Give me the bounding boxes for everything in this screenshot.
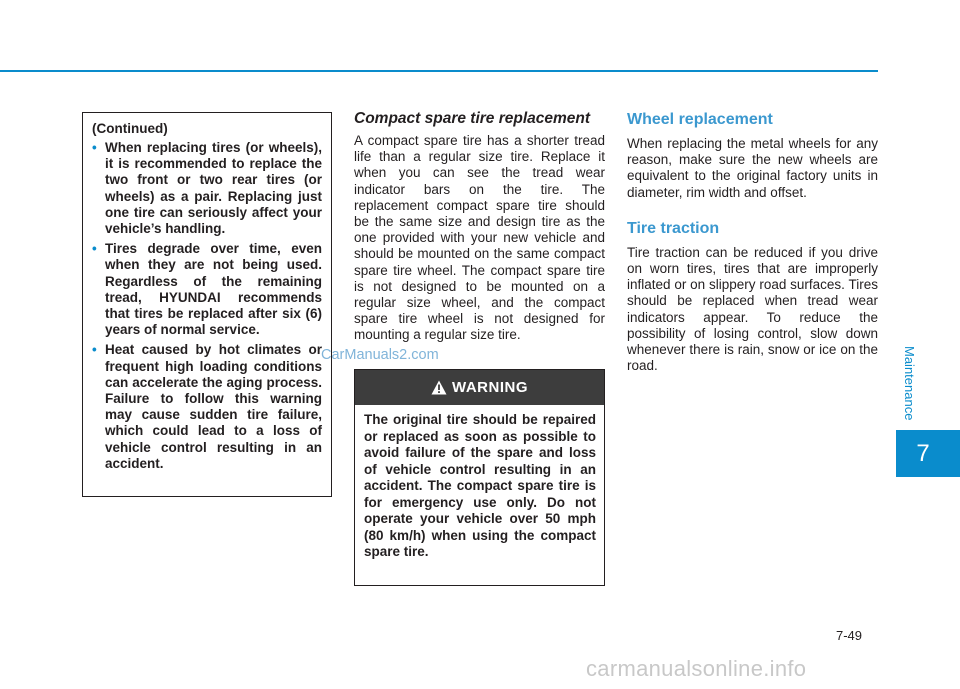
- tire-traction-title: Tire traction: [627, 219, 720, 237]
- wheel-replacement-title: Wheel replacement: [627, 111, 773, 128]
- wheel-replacement-body: When replacing the metal wheels for any reason, make sure the new wheels are equivalent to the original factory units in diameter, rim width and offset.: [627, 136, 878, 200]
- header-rule: [0, 70, 878, 72]
- warning-triangle-icon: [431, 380, 447, 395]
- bullet-icon: •: [92, 241, 97, 257]
- continued-header: (Continued): [92, 121, 168, 136]
- warning-header: [355, 370, 604, 405]
- caution-bullet-text: Tires degrade over time, even when they are not being used. Regardless of the remaining tread, HYUNDAI recommends that tires be replaced after six (6) years of normal service.: [105, 241, 322, 338]
- watermark-middle: CarManuals2.com: [321, 347, 439, 363]
- chapter-number-tab: 7: [896, 430, 960, 477]
- warning-box: [354, 369, 605, 586]
- warning-text: The original tire should be repaired or replaced as soon as possible to avoid failure of the spare and loss of vehicle control resulting in an accident. The compact spare tire is for emergency use only. Do not operate your vehicle over 50 mph (80 km/h) when using the compact spare tire.: [364, 412, 596, 559]
- watermark-footer: carmanualsonline.info: [586, 656, 807, 681]
- caution-bullet-item: [92, 140, 322, 237]
- right-column: [627, 110, 878, 374]
- caution-bullet-item: [92, 241, 322, 338]
- continued-caution-box: [82, 112, 332, 497]
- caution-bullet-item: [92, 342, 322, 472]
- compact-spare-body: A compact spare tire has a shorter tread life than a regular size tire. Replace it when you can see the tread wear indicator bars on the tire. The replacement compact spare tire should be the same size and design tire as the one provided with your new vehicle and should be mounted on the same compact spare tire wheel. The compact spare tire is not designed to be mounted on a regular size wheel, and the compact spare tire wheel is not designed for mounting a regular size tire.: [354, 133, 605, 343]
- compact-spare-title: Compact spare tire replacement: [354, 110, 591, 127]
- chapter-side-label: Maintenance: [902, 345, 917, 421]
- caution-bullet-text: When replacing tires (or wheels), it is recommended to replace the two front or two rear tires (or wheels) as a pair. Replacing just one tire can seriously affect your vehicle’s handling.: [105, 140, 322, 237]
- caution-bullet-text: Heat caused by hot climates or frequent high loading conditions can accelerate the aging process. Failure to follow this warning may cause sudden tire failure, which could lead to a loss of vehicle control resulting in an accident.: [105, 342, 322, 471]
- warning-label: WARNING: [452, 379, 528, 396]
- compact-spare-section: [354, 109, 605, 344]
- caution-bullet-list: [92, 140, 322, 472]
- page-number: 7-49: [836, 628, 863, 643]
- tire-traction-body: Tire traction can be reduced if you drive on worn tires, tires that are improperly inflated or on slippery road surfaces. Tires should be replaced when tread wear indicators appear. To reduce the possibility of losing control, slow down whenever there is rain, snow or ice on the road.: [627, 244, 878, 374]
- bullet-icon: •: [92, 140, 97, 155]
- bullet-icon: •: [92, 342, 97, 358]
